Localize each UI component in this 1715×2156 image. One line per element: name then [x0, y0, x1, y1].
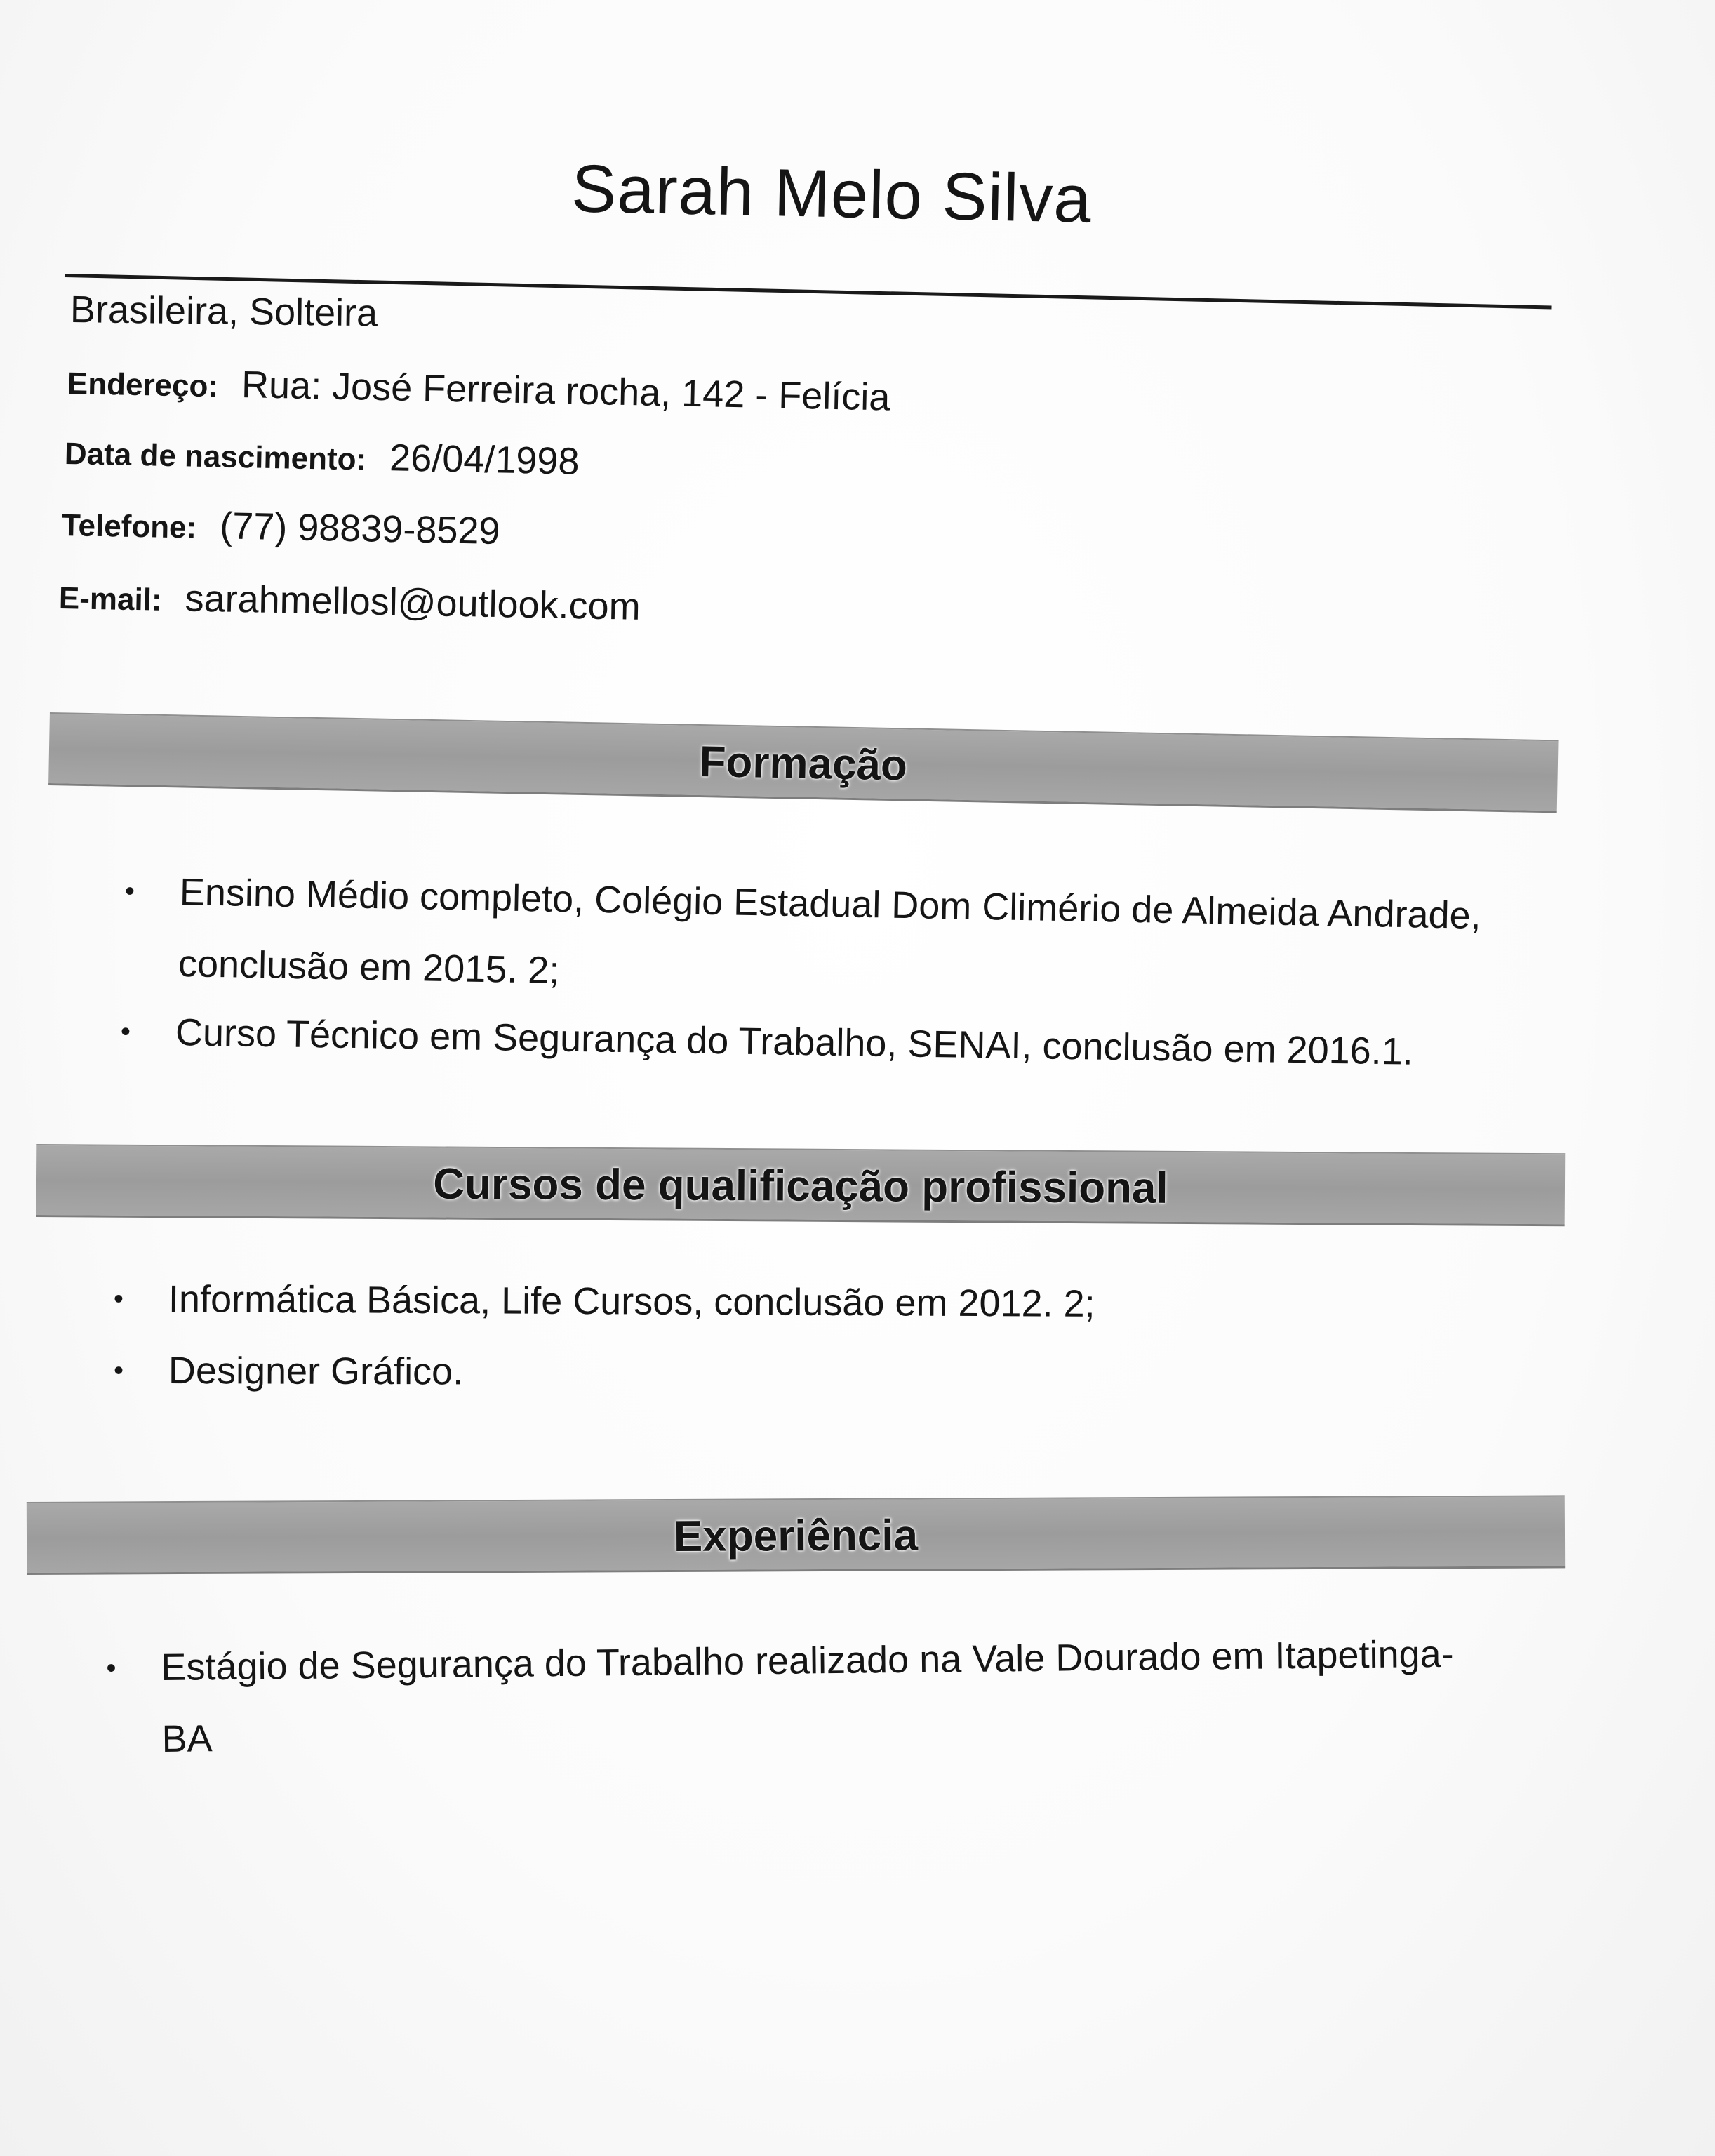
bullet-icon: •: [113, 1283, 124, 1315]
birth-date-line: [64, 430, 580, 484]
phone-value: (77) 98839-8529: [219, 505, 501, 552]
address-label: Endereço:: [67, 366, 219, 404]
list-item: [106, 1617, 1566, 1775]
list-item-text: Informática Básica, Life Cursos, conclusão em 2012. 2;: [168, 1278, 1095, 1325]
section-header-cursos: [36, 1144, 1566, 1226]
marital-status-text: Brasileira, Solteira: [69, 288, 378, 335]
email-value: sarahmellosl@outlook.com: [185, 577, 641, 628]
bullet-icon: •: [120, 1016, 131, 1047]
email-line: [58, 574, 641, 629]
list-item: [113, 1335, 1572, 1411]
section-title-cursos: Cursos de qualificação profissional: [433, 1159, 1168, 1213]
bullet-icon: •: [106, 1652, 116, 1684]
birth-date-label: Data de nascimento:: [64, 437, 367, 477]
list-item: [113, 1263, 1573, 1342]
list-item-text: conclusão em 2015. 2;: [178, 942, 560, 992]
list-item-text: Ensino Médio completo, Colégio Estadual Dom Climério de Almeida Andrade,: [179, 871, 1482, 937]
phone-label: Telefone:: [61, 508, 197, 545]
section-header-experiencia: [27, 1495, 1565, 1575]
marital-status: [70, 288, 378, 335]
bullet-icon: •: [124, 875, 135, 907]
address-value: Rua: José Ferreira rocha, 142 - Felícia: [241, 363, 890, 419]
section-title-formacao: Formação: [699, 737, 908, 790]
phone-line: [61, 501, 500, 553]
section-title-experiencia: Experiência: [673, 1511, 919, 1561]
birth-date-value: 26/04/1998: [389, 437, 580, 483]
section-header-formacao: [48, 712, 1559, 813]
candidate-name: Sarah Melo Silva: [570, 151, 1093, 237]
list-item-text: Designer Gráfico.: [168, 1350, 464, 1393]
list-item-text: BA: [161, 1717, 213, 1760]
list-item-text: Curso Técnico em Segurança do Trabalho, SENAI, conclusão em 2016.1.: [175, 1011, 1414, 1073]
address-line: [67, 359, 890, 420]
email-label: E-mail:: [58, 581, 163, 618]
bullet-icon: •: [113, 1355, 124, 1386]
list-item-text: Estágio de Segurança do Trabalho realizado na Vale Dourado em Itapetinga-: [161, 1632, 1454, 1689]
